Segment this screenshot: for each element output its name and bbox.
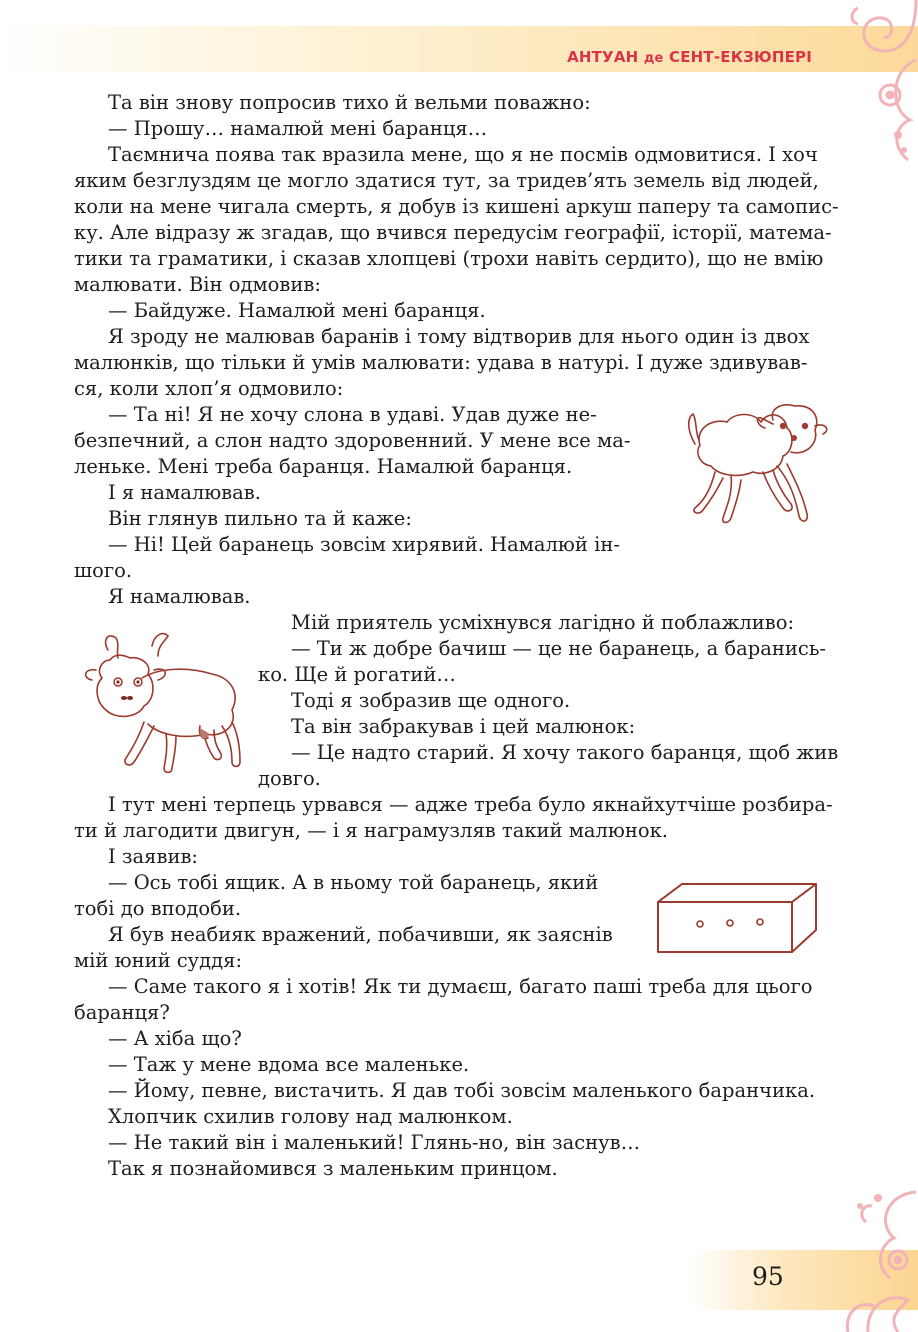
- text-line: ко. Ще й рогатий…: [258, 663, 456, 686]
- text-line: — А хіба що?: [108, 1027, 242, 1050]
- text-line: — Байдуже. Намалюй мені баранця.: [108, 299, 486, 322]
- text-line: безпечний, а слон надто здоровенний. У мене все ма-: [74, 429, 631, 452]
- text-line: Я намалював.: [108, 585, 251, 608]
- text-line: довго.: [258, 767, 321, 790]
- text-line: Так я познайомився з маленьким принцом.: [108, 1157, 558, 1180]
- text-line: коли на мене чигала смерть, я добув із кишені аркуш паперу та самопис-: [74, 195, 839, 218]
- text-line: — Прошу… намалюй мені баранця…: [108, 117, 488, 140]
- text-line: І тут мені терпець урвався — адже треба було якнайхутчіше розбира-: [108, 793, 833, 816]
- text-line: І я намалював.: [108, 481, 261, 504]
- text-line: малювати. Він одмовив:: [74, 273, 321, 296]
- text-line: Та він забракував і цей малюнок:: [291, 715, 636, 738]
- text-line: Та він знову попросив тихо й вельми поважно:: [108, 91, 591, 114]
- text-line: ти й лагодити двигун, — і я награмузляв такий малюнок.: [74, 819, 668, 842]
- text-line: Хлопчик схилив голову над малюнком.: [108, 1105, 513, 1128]
- text-line: — Ось тобі ящик. А в ньому той баранець, який: [108, 871, 599, 894]
- text-line: — Саме такого я і хотів! Як ти думаєш, багато паші треба для цього: [108, 975, 813, 998]
- text-line: — Ти ж добре бачиш — це не баранець, а баранись-: [291, 637, 827, 660]
- text-line: ся, коли хлоп’я одмовило:: [74, 377, 344, 400]
- text-line: Він глянув пильно та й каже:: [108, 507, 412, 530]
- text-line: Я був неабияк вражений, побачивши, як заяснів: [108, 923, 613, 946]
- box-drawing: [652, 878, 822, 958]
- text-line: Мій приятель усміхнувся лагідно й поблажливо:: [291, 611, 795, 634]
- text-line: малюнків, що тільки й умів малювати: удава в натурі. І дуже здивував-: [74, 351, 808, 374]
- text-line: Тоді я зобразив ще одного.: [291, 689, 571, 712]
- text-line: Я зроду не малював баранів і тому відтворив для нього один із двох: [108, 325, 810, 348]
- text-line: баранця?: [74, 1001, 170, 1024]
- text-line: мій юний суддя:: [74, 949, 243, 972]
- text-line: тобі до вподоби.: [74, 897, 242, 920]
- sheep-drawing: [665, 400, 835, 535]
- text-line: ку. Але відразу ж згадав, що вчився передусім географії, історії, матема-: [74, 221, 832, 244]
- text-line: яким безглуздям це могло здатися тут, за тридев’ять земель від людей,: [74, 169, 819, 192]
- text-line: тики та граматики, і сказав хлопцеві (трохи навіть сердито), що не вмію: [74, 247, 824, 270]
- page-number: 95: [752, 1262, 784, 1291]
- text-line: — Таж у мене вдома все маленьке.: [108, 1053, 470, 1076]
- text-line: леньке. Мені треба баранця. Намалюй баранця.: [74, 455, 573, 478]
- corner-ornament-bottom: [748, 1182, 918, 1332]
- text-line: — Це надто старий. Я хочу такого баранця, щоб жив: [291, 741, 839, 764]
- text-line: І заявив:: [108, 845, 198, 868]
- text-line: — Та ні! Я не хочу слона в удаві. Удав дуже не-: [108, 403, 597, 426]
- running-header-author: АНТУАН де СЕНТ-ЕКЗЮПЕРІ: [567, 48, 812, 66]
- text-line: — Йому, певне, вистачить. Я дав тобі зовсім маленького баранчика.: [108, 1079, 816, 1102]
- text-line: — Не такий він і маленький! Глянь-но, він заснув…: [108, 1131, 641, 1154]
- text-line: Таємнича поява так вразила мене, що я не посмів одмовитися. І хоч: [108, 143, 818, 166]
- text-line: шого.: [74, 559, 133, 582]
- text-line: — Ні! Цей баранець зовсім хирявий. Намалюй ін-: [108, 533, 620, 556]
- ram-drawing: [82, 630, 252, 780]
